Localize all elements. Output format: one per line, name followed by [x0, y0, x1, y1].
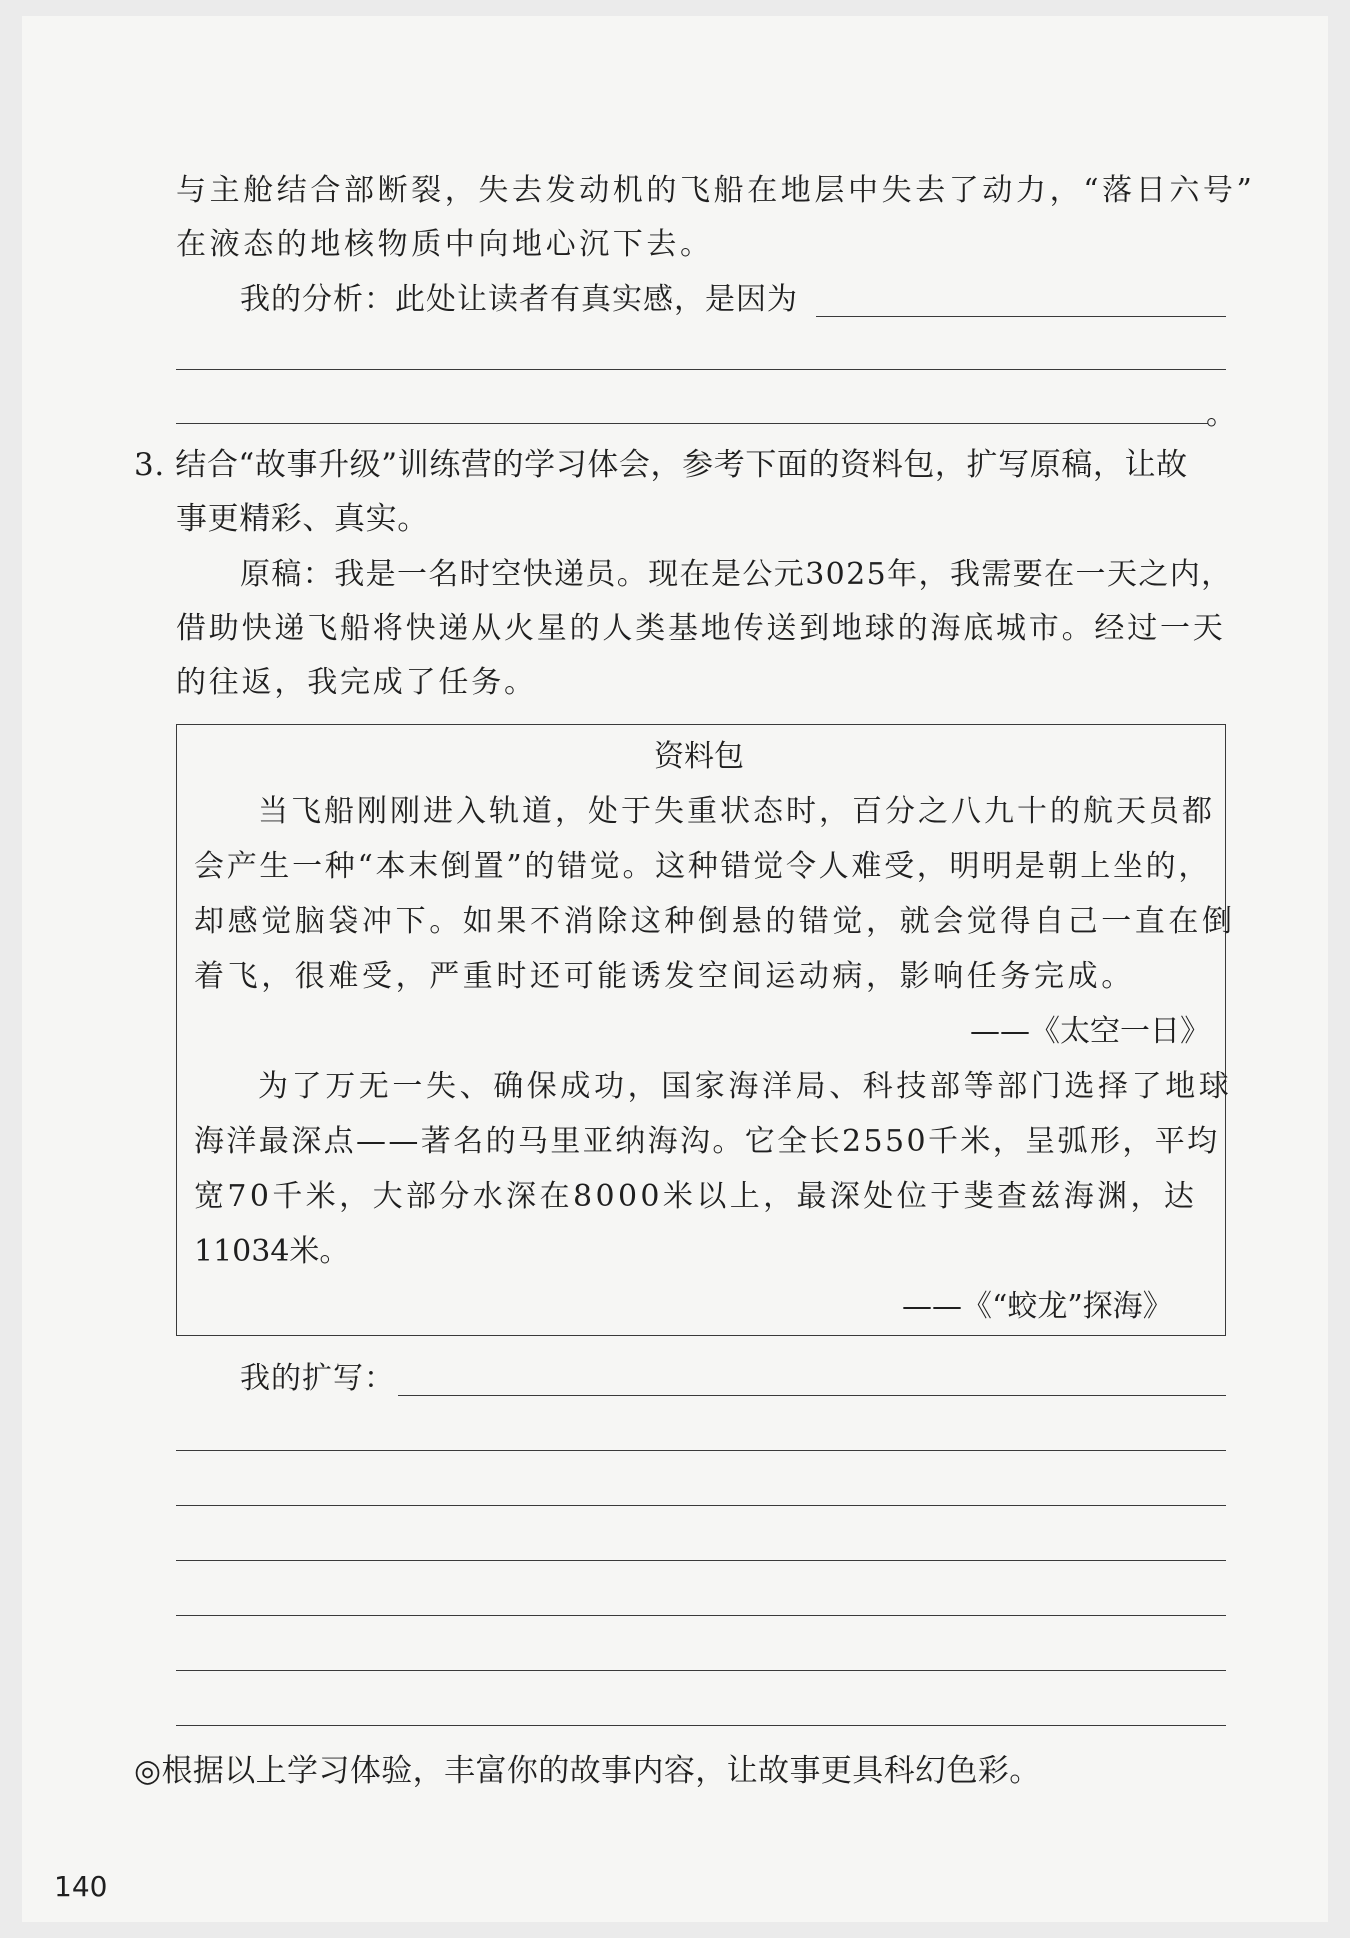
expansion-answer-line[interactable] — [176, 1670, 1226, 1671]
material-pack-title: 资料包 — [654, 739, 744, 774]
question3-line-2: 事更精彩、真实。 — [176, 501, 429, 537]
expansion-answer-line[interactable] — [176, 1725, 1226, 1726]
material-p2-source: ——《“蛟龙”探海》 — [902, 1289, 1173, 1324]
material-p2-line-1: 为了万无一失、确保成功，国家海洋局、科技部等部门选择了地球 — [258, 1069, 1233, 1104]
draft-line-3: 的往返，我完成了任务。 — [176, 665, 537, 700]
analysis-answer-line-1[interactable] — [816, 316, 1226, 317]
expansion-answer-line[interactable] — [176, 1615, 1226, 1616]
analysis-answer-line-3[interactable] — [176, 423, 1208, 424]
draft-line-2: 借助快递飞船将快递从火星的人类基地传送到地球的海底城市。经过一天 — [176, 611, 1226, 646]
analysis-answer-line-2[interactable] — [176, 369, 1226, 370]
expansion-label: 我的扩写： — [240, 1361, 395, 1396]
material-p1-source: ——《太空一日》 — [970, 1014, 1210, 1049]
material-p2-line-3: 宽70千米，大部分水深在8000米以上，最深处位于斐查兹海渊，达 — [194, 1179, 1198, 1214]
material-p1-line-4: 着飞，很难受，严重时还可能诱发空间运动病，影响任务完成。 — [194, 959, 1135, 994]
expansion-answer-line[interactable] — [176, 1505, 1226, 1506]
analysis-end-period: 。 — [1206, 397, 1236, 432]
expansion-answer-line[interactable] — [176, 1450, 1226, 1451]
material-p2-line-2: 海洋最深点——著名的马里亚纳海沟。它全长2550千米，呈弧形，平均 — [194, 1124, 1220, 1159]
question3-line-1: 3. 结合“故事升级”训练营的学习体会，参考下面的资料包，扩写原稿，让故 — [134, 447, 1188, 483]
material-p1-line-1: 当飞船刚刚进入轨道，处于失重状态时，百分之八九十的航天员都 — [258, 794, 1215, 829]
material-p1-line-3: 却感觉脑袋冲下。如果不消除这种倒悬的错觉，就会觉得自己一直在倒 — [194, 904, 1236, 939]
page-number: 140 — [54, 1870, 108, 1903]
draft-line-1: 原稿：我是一名时空快递员。现在是公元3025年，我需要在一天之内， — [240, 557, 1233, 592]
passage-line-2: 在液态的地核物质中向地心沉下去。 — [176, 227, 714, 262]
analysis-label: 我的分析：此处让读者有真实感，是因为 — [240, 282, 798, 317]
footer-note: ◎根据以上学习体验，丰富你的故事内容，让故事更具科幻色彩。 — [134, 1753, 1041, 1789]
expansion-answer-line[interactable] — [176, 1560, 1226, 1561]
passage-line-1: 与主舱结合部断裂，失去发动机的飞船在地层中失去了动力，“落日六号” — [176, 173, 1256, 208]
material-p1-line-2: 会产生一种“本末倒置”的错觉。这种错觉令人难受，明明是朝上坐的， — [194, 849, 1212, 884]
material-p2-line-4: 11034米。 — [194, 1234, 350, 1269]
expansion-answer-line[interactable] — [398, 1395, 1226, 1396]
